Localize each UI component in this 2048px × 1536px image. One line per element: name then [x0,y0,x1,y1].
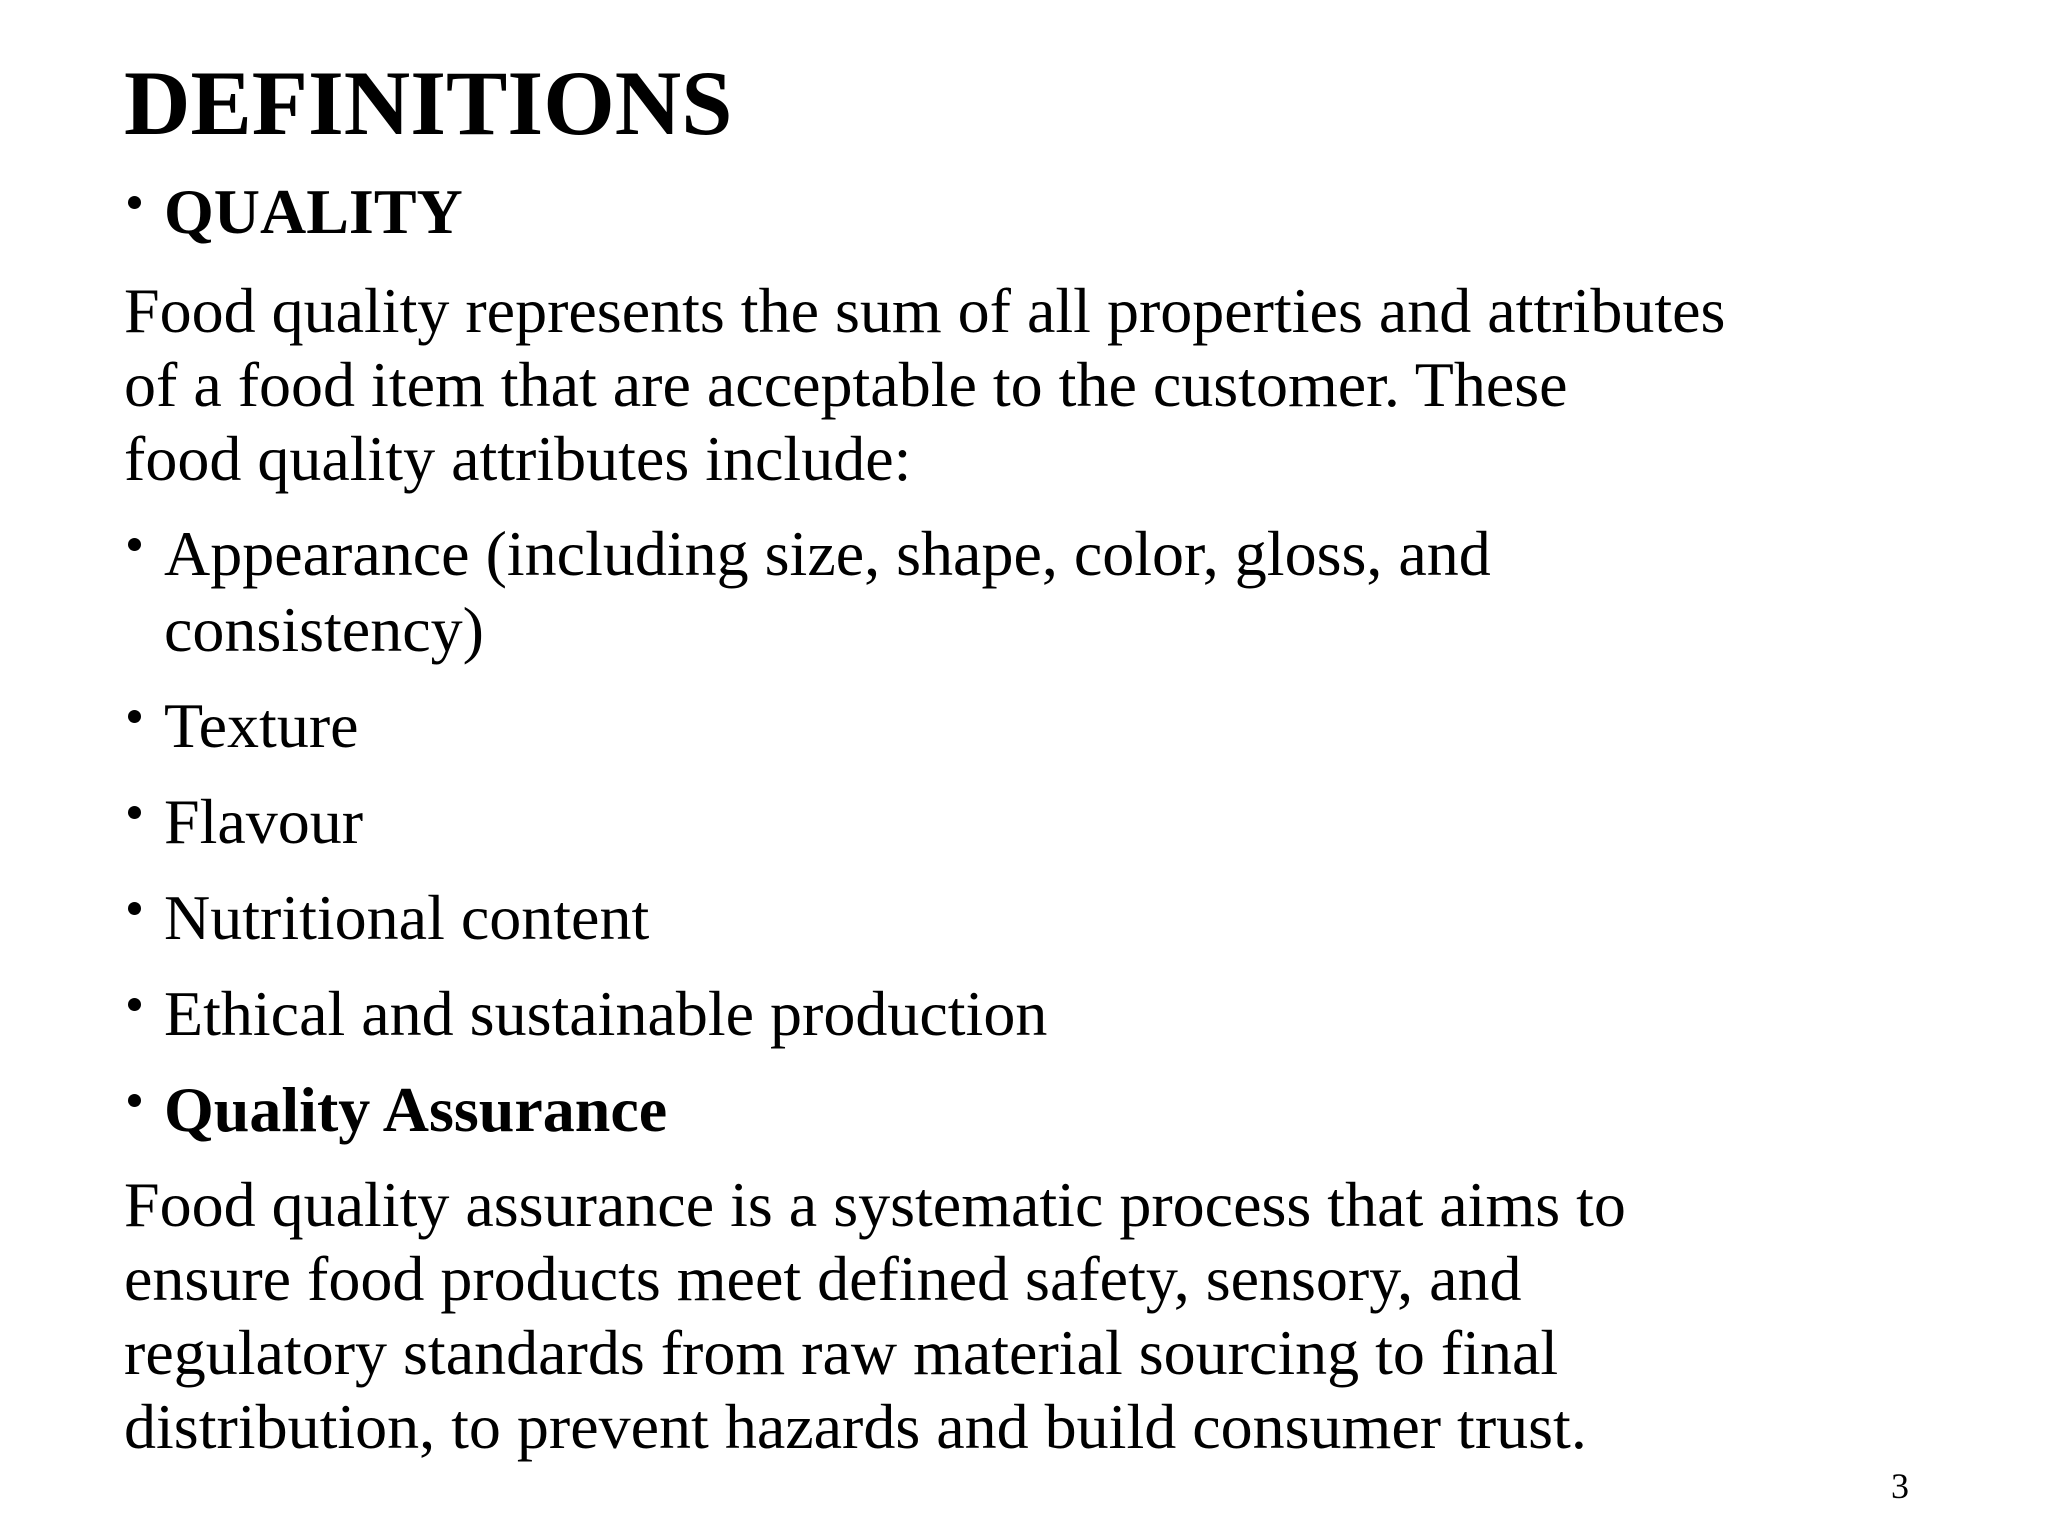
attribute-line: Texture [164,690,359,761]
bullet-dot-icon [128,902,141,915]
bullet-quality-assurance [124,1072,1904,1148]
page-number: 3 [1891,1466,1909,1506]
bullet-ethical-production [124,976,1904,1052]
quality-paragraph-line: food quality attributes include: [124,423,912,494]
qa-paragraph-line: Food quality assurance is a systematic process that aims to [124,1169,1626,1240]
qa-paragraph [124,1168,2004,1464]
attribute-line: consistency) [164,594,484,665]
quality-heading: QUALITY [164,176,463,247]
bullet-nutritional-content [124,880,1904,956]
qa-paragraph-line: regulatory standards from raw material sourcing to final [124,1317,1559,1388]
bullet-dot-icon [128,998,141,1011]
quality-paragraph [124,274,2004,496]
attribute-line: Nutritional content [164,882,650,953]
attribute-line: Flavour [164,786,364,857]
bullet-texture [124,688,1904,764]
slide-content [124,172,1904,1464]
bullet-dot-icon [128,538,141,551]
quality-paragraph-line: of a food item that are acceptable to the customer. These [124,349,1568,420]
bullet-dot-icon [128,806,141,819]
quality-paragraph-line: Food quality represents the sum of all properties and attributes [124,275,1726,346]
bullet-dot-icon [128,1094,141,1107]
bullet-quality [124,174,1904,250]
qa-heading: Quality Assurance [164,1074,668,1145]
qa-paragraph-line: ensure food products meet defined safety, sensory, and [124,1243,1522,1314]
bullet-appearance [124,516,1904,668]
attribute-line: Appearance (including size, shape, color, gloss, and [164,518,1491,589]
slide-title: DEFINITIONS [124,52,733,154]
bullet-dot-icon [128,710,141,723]
bullet-flavour [124,784,1904,860]
attribute-line: Ethical and sustainable production [164,978,1048,1049]
qa-paragraph-line: distribution, to prevent hazards and build consumer trust. [124,1391,1587,1462]
bullet-dot-icon [128,196,141,209]
